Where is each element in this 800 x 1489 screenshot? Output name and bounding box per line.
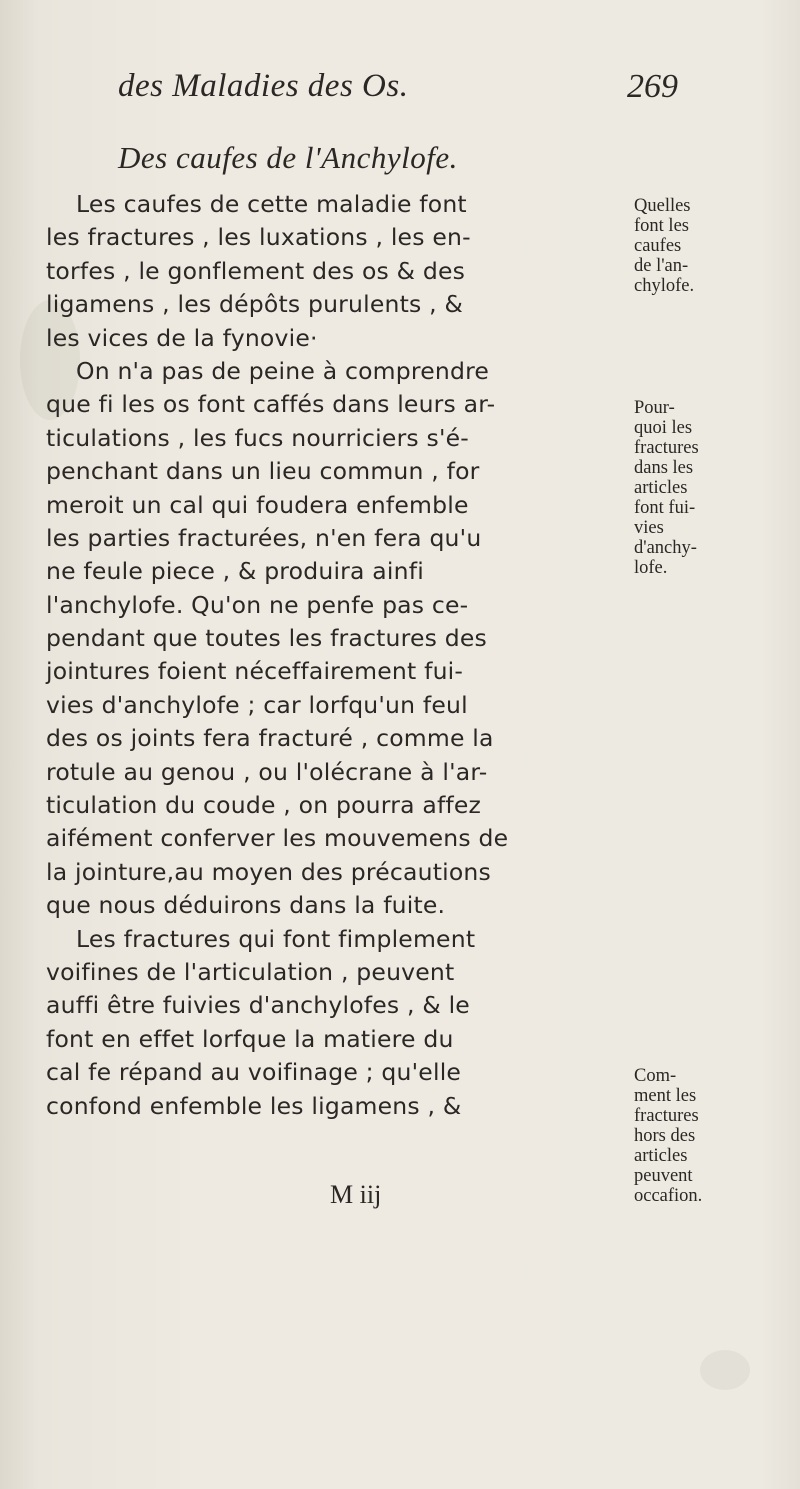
margin-note-line: d'anchy- bbox=[634, 538, 697, 558]
margin-note-line: articles bbox=[634, 1146, 688, 1166]
text-line: la jointure,au moyen des précautions bbox=[46, 857, 491, 886]
margin-note-how-fractures bbox=[634, 1066, 784, 1206]
text-line: ticulations , les fucs nourriciers s'é- bbox=[46, 423, 469, 452]
text-line: ne feule piece , & produira ainfi bbox=[46, 557, 424, 586]
margin-note-line: caufes bbox=[634, 236, 682, 256]
margin-note-line: Com- bbox=[634, 1066, 677, 1086]
margin-note-why-fractures bbox=[634, 398, 784, 578]
margin-note-line: occafion. bbox=[634, 1186, 703, 1206]
text-line: aifément conferver les mouvemens de bbox=[46, 824, 509, 853]
text-line: que nous déduirons dans la fuite. bbox=[46, 891, 446, 920]
main-text bbox=[46, 188, 626, 1123]
text-line: rotule au genou , ou l'olécrane à l'ar- bbox=[46, 757, 488, 786]
text-line: Les fractures qui font fimplement bbox=[76, 924, 476, 953]
margin-note-line: Pour- bbox=[634, 398, 675, 418]
text-line: penchant dans un lieu commun , for bbox=[46, 457, 480, 486]
margin-note-causes bbox=[634, 196, 784, 296]
margin-note-line: quoi les bbox=[634, 418, 693, 438]
margin-note-line: fractures bbox=[634, 438, 699, 458]
running-head bbox=[118, 68, 678, 118]
text-line: cal fe répand au voifinage ; qu'elle bbox=[46, 1058, 462, 1087]
text-line: confond enfemble les ligamens , & bbox=[46, 1091, 462, 1120]
text-line: meroit un cal qui foudera enfemble bbox=[46, 490, 469, 519]
text-line: voifines de l'articulation , peuvent bbox=[46, 957, 455, 986]
margin-note-line: vies bbox=[634, 518, 664, 538]
margin-note-line: Quelles bbox=[634, 196, 691, 216]
margin-note-line: hors des bbox=[634, 1126, 696, 1146]
text-line: torfes , le gonflement des os & des bbox=[46, 256, 466, 285]
running-head-title: des Maladies des Os. bbox=[118, 68, 409, 104]
margin-note-line: chylofe. bbox=[634, 276, 695, 296]
text-line: des os joints fera fracturé , comme la bbox=[46, 724, 494, 753]
margin-note-line: ment les bbox=[634, 1086, 697, 1106]
text-line: ticulation du coude , on pourra affez bbox=[46, 791, 482, 820]
page-number: 269 bbox=[627, 68, 678, 105]
text-line: les parties fracturées, n'en fera qu'u bbox=[46, 523, 482, 552]
text-line: On n'a pas de peine à comprendre bbox=[76, 356, 490, 385]
signature-mark: M iij bbox=[330, 1180, 382, 1209]
text-line: l'anchylofe. Qu'on ne penfe pas ce- bbox=[46, 590, 469, 619]
text-line: auffi être fuivies d'anchylofes , & le bbox=[46, 991, 470, 1020]
margin-note-line: peuvent bbox=[634, 1166, 693, 1186]
margin-note-line: articles bbox=[634, 478, 688, 498]
margin-note-line: font fui- bbox=[634, 498, 696, 518]
text-line: jointures foient néceffairement fui- bbox=[46, 657, 464, 686]
text-line: ligamens , les dépôts purulents , & bbox=[46, 290, 464, 319]
margin-note-line: de l'an- bbox=[634, 256, 689, 276]
text-line: que fi les os font caffés dans leurs ar- bbox=[46, 390, 496, 419]
margin-note-line: lofe. bbox=[634, 558, 668, 578]
margin-note-line: font les bbox=[634, 216, 689, 236]
margin-note-line: dans les bbox=[634, 458, 694, 478]
text-line: les vices de la fynovie· bbox=[46, 323, 318, 352]
margin-note-line: fractures bbox=[634, 1106, 699, 1126]
text-line: pendant que toutes les fractures des bbox=[46, 624, 487, 653]
section-title: Des caufes de l'Anchylofe. bbox=[118, 140, 458, 175]
paper-stain bbox=[700, 1350, 750, 1390]
text-line: Les caufes de cette maladie font bbox=[76, 190, 467, 218]
text-line: font en effet lorfque la matiere du bbox=[46, 1024, 454, 1053]
text-line: vies d'anchylofe ; car lorfqu'un feul bbox=[46, 690, 468, 719]
text-line: les fractures , les luxations , les en- bbox=[46, 223, 471, 252]
